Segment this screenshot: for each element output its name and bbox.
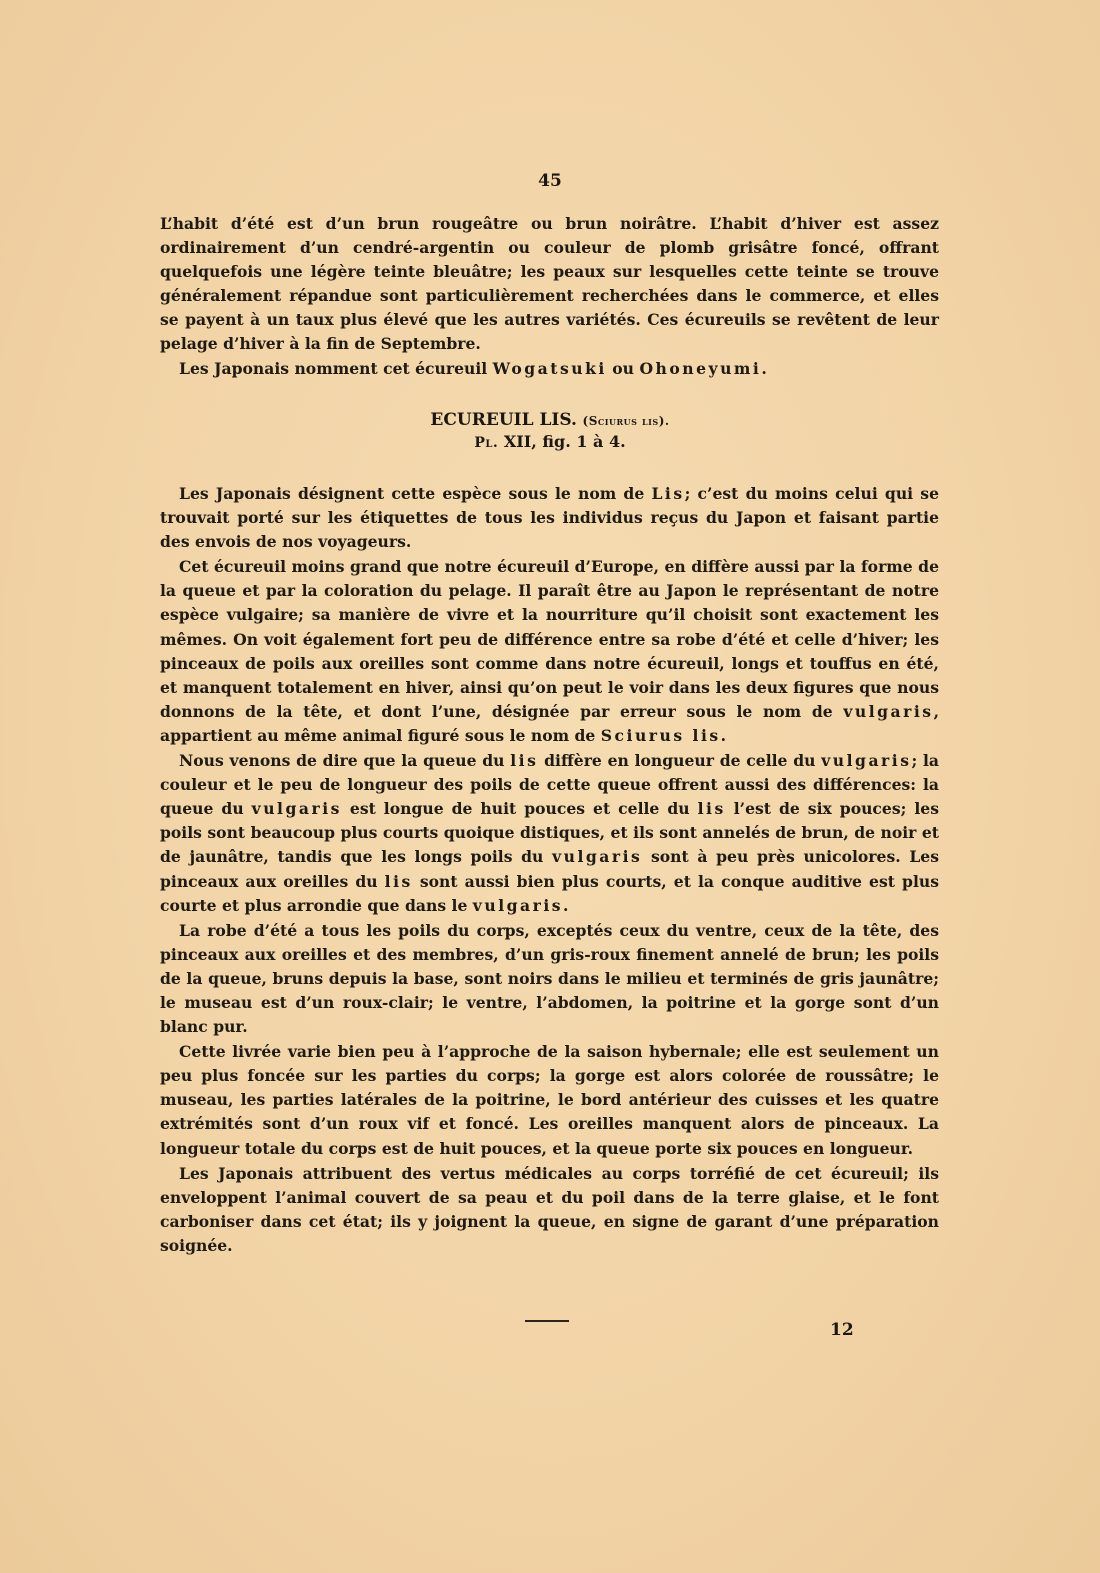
body-p2-text-a: Cet écureuil moins grand que notre écureuil d’Europe, en diffère aussi par la forme de la queue et par la coloration du pelage. Il paraît être au Japon le représentant de notre espèce vulgaire; sa manière de vivre et la nourriture qu’il choisit sont exactement les mêmes. On voit également fort peu de différence entre sa robe d’été et celle d’hiver; les pinceaux de poils aux oreilles sont comme dans notre écureuil, longs et touffus en été, et manquent totalement en hiver, ainsi qu’on peut le voir dans les deux figures que nous donnons de la tête, et dont l’une, désignée par erreur sous le nom de (160, 557, 939, 721)
term-sciurus-lis: Sciurus lis. (600, 725, 729, 745)
body-p1-text-b: ; c’est du moins celui qui se trouvait porté sur les étiquettes de tous les individus reçus du Japon et faisant partie des envois de nos voyageurs. (160, 484, 939, 552)
body-p3-text-f: sont à peu près unicolores. Les pinceaux aux oreilles du (160, 847, 939, 891)
japanese-name-ohoneyumi: Ohoneyumi. (639, 358, 770, 378)
term-lis: lis (510, 751, 539, 771)
term-vulgaris: vulgaris (552, 847, 643, 867)
body-p3-text-b: diffère en longueur de celle du (538, 751, 822, 771)
term-lis: lis (384, 871, 413, 891)
body-p3-text-g: sont aussi bien plus courts, et la conque auditive est plus courte et plus arrondie que dans le (160, 871, 939, 915)
body-p1-text-a: Les Japonais désignent cette espèce sous le nom de (179, 484, 652, 503)
body-paragraph-3 (160, 749, 939, 918)
intro-p2-or: ou (606, 358, 640, 378)
body-paragraph-5: Cette livrée varie bien peu à l’approche de la saison hybernale; elle est seulement un peu plus foncée sur les parties du corps; la gorge est alors colorée de roussâtre; le museau, les parties latérales de la poitrine, le bord antérieur des cuisses et les quatre extrémités sont d’un roux vif et foncé. Les oreilles manquent alors de pinceaux. La longueur totale du corps est de huit pouces, et la queue porte six pouces en longueur. (160, 1042, 939, 1158)
section-heading (0, 410, 1100, 451)
intro-text (160, 212, 939, 381)
body-paragraph-6: Les Japonais attribuent des vertus médicales au corps torréfié de cet écureuil; ils enveloppent l’animal couvert de sa peau et du poil dans de la terre glaise, et le font carboniser dans cet état; ils y joignent la queue, en signe de garant d’une préparation soignée. (160, 1163, 939, 1255)
body-paragraph-2 (160, 555, 939, 748)
japanese-name-wogatsuki: Wogatsuki (492, 358, 607, 378)
term-vulgaris: vulgaris. (472, 895, 571, 915)
body-paragraph-4: La robe d’été a tous les poils du corps, exceptés ceux du ventre, ceux de la tête, des pinceaux aux oreilles et des membres, d’un gris-roux finement annelé de brun; les poils de la queue, bruns depuis la base, sont noirs dans le milieu et terminés de gris jaunâtre; le museau est d’un roux-clair; le ventre, l’abdomen, la poitrine et la gorge sont d’un blanc pur. (160, 920, 939, 1037)
intro-paragraph-1: L’habit d’été est d’un brun rougeâtre ou brun noirâtre. L’habit d’hiver est assez ordinairement d’un cendré-argentin ou couleur de plomb grisâtre foncé, offrant quelquefois une légère teinte bleuâtre; les peaux sur lesquelles cette teinte se trouve généralement répandue sont particulièrement recherchées dans le commerce, et elles se payent à un taux plus élevé que les autres variétés. Ces écureuils se revêtent de leur pelage d’hiver à la fin de Septembre. (160, 214, 939, 354)
term-vulgaris: vulgaris (843, 701, 934, 721)
body-p3-text-a: Nous venons de dire que la queue du (179, 751, 511, 771)
body-text (160, 482, 939, 1258)
term-vulgaris: vulgaris (251, 799, 342, 819)
term-lis: Lis (651, 484, 685, 503)
plate-prefix: Pl. (474, 435, 499, 451)
body-paragraph-1 (160, 482, 939, 554)
plate-reference (0, 432, 1100, 451)
signature-mark: 12 (830, 1320, 854, 1340)
section-end-rule (525, 1320, 569, 1322)
intro-p2-text: Les Japonais nomment cet écureuil (179, 358, 493, 378)
term-lis: lis (697, 799, 726, 819)
plate-figures: XII, fig. 1 à 4. (503, 432, 626, 451)
section-title-line (0, 410, 1100, 430)
page-number: 45 (538, 171, 562, 191)
section-latin-name: (Sciurus lis). (582, 414, 670, 428)
body-p3-text-e: l’est de six pouces; les poils sont beaucoup plus courts quoique distiques, et ils sont annelés de brun, de noir et de jaunâtre, tandis que les longs poils du (160, 799, 939, 867)
section-title: ECUREUIL LIS. (430, 410, 577, 430)
term-vulgaris: vulgaris (821, 751, 912, 771)
intro-paragraph-2 (160, 357, 939, 381)
body-p2-text-b: , appartient au même animal figuré sous le nom de (160, 701, 939, 745)
body-p3-text-c: ; la couleur et le peu de longueur des poils de cette queue offrent aussi des différences: la queue du (160, 751, 940, 819)
body-p3-text-d: est longue de huit pouces et celle du (341, 799, 698, 819)
